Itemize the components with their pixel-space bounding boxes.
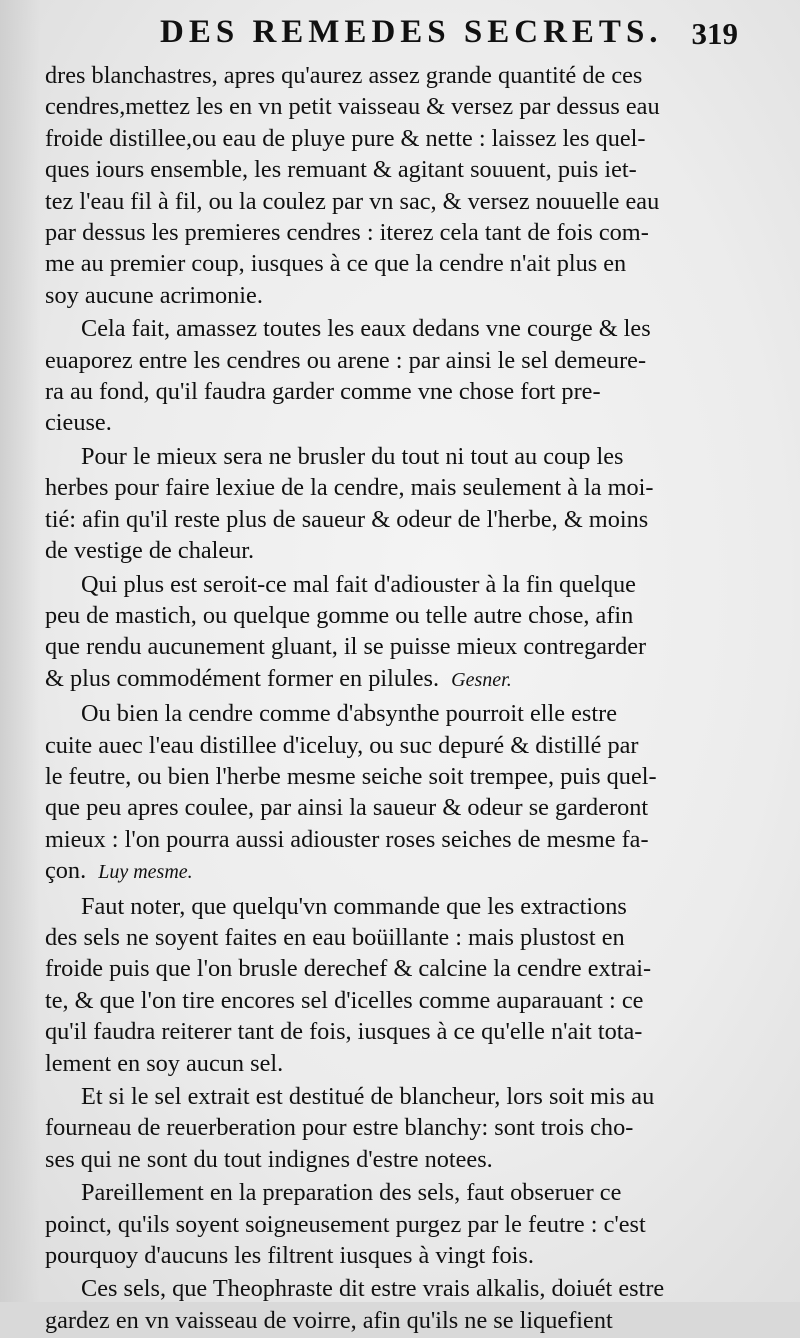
- text-line: Pareillement en la preparation des sels, faut obseruer ce: [81, 1179, 622, 1207]
- text-line: Faut noter, que quelqu'vn commande que les extractions: [81, 892, 627, 920]
- text-line: tez l'eau fil à fil, ou la coulez par vn sac, & versez nouuelle eau: [45, 187, 660, 215]
- text-line: ses qui ne sont du tout indignes d'estre notees.: [45, 1145, 493, 1173]
- text-line: poinct, qu'ils soyent soigneusement purgez par le feutre : c'est: [45, 1210, 646, 1238]
- text-line: que rendu aucunement gluant, il se puisse mieux contregarder: [45, 633, 647, 661]
- text-line: cieuse.: [45, 409, 112, 437]
- text-line: fourneau de reuerberation pour estre blanchy: sont trois cho-: [45, 1114, 634, 1142]
- text-line: cuite auec l'eau distillee d'iceluy, ou suc depuré & distillé par: [45, 731, 639, 759]
- attribution: Luy mesme.: [98, 861, 193, 884]
- paragraph: [45, 698, 740, 888]
- text-line: Cela fait, amassez toutes les eaux dedans vne courge & les: [81, 315, 651, 343]
- text-line: par dessus les premieres cendres : iterez cela tant de fois com-: [45, 219, 649, 247]
- text-line: soy aucune acrimonie.: [45, 281, 263, 309]
- text-line: euaporez entre les cendres ou arene : par ainsi le sel demeure-: [45, 346, 647, 374]
- paragraph: [45, 1081, 740, 1175]
- text-line: Et si le sel extrait est destitué de blancheur, lors soit mis au: [81, 1083, 655, 1110]
- text-line: que peu apres coulee, par ainsi la saueur & odeur se garderont: [45, 794, 649, 822]
- text-line: Ou bien la cendre comme d'absynthe pourroit elle estre: [81, 700, 618, 728]
- text-line: cendres,mettez les en vn petit vaisseau & versez par dessus eau: [45, 93, 660, 121]
- text-line: froide puis que l'on brusle derechef & calcine la cendre extrai-: [45, 955, 652, 983]
- text-line: me au premier coup, iusques à ce que la cendre n'ait plus en: [45, 250, 627, 278]
- text-line: tié: afin qu'il reste plus de saueur & odeur de l'herbe, & moins: [45, 505, 649, 533]
- paragraph: [45, 441, 740, 567]
- text-line: ra au fond, qu'il faudra garder comme vne chose fort pre-: [45, 378, 601, 406]
- paragraph: [45, 313, 740, 439]
- paragraph: [45, 60, 740, 311]
- text-line: qu'il faudra reiterer tant de fois, iusques à ce qu'elle n'ait tota-: [45, 1018, 643, 1046]
- paragraph: [45, 891, 740, 1079]
- paragraph: [45, 569, 740, 697]
- text-line: & plus commodément former en pilules. Gesner.: [45, 664, 512, 692]
- text-line: herbes pour faire lexiue de la cendre, mais seulement à la moi-: [45, 474, 654, 502]
- text-line: Pour le mieux sera ne brusler du tout ni tout au coup les: [81, 442, 624, 470]
- page-header: [150, 14, 738, 54]
- text-line: ques iours ensemble, les remuant & agitant souuent, puis iet-: [45, 156, 637, 184]
- text-line: lement en soy aucun sel.: [45, 1049, 284, 1077]
- paragraph: [45, 1273, 740, 1336]
- text-line: des sels ne soyent faites en eau boüillante : mais plustost en: [45, 923, 625, 951]
- text-line: mieux : l'on pourra aussi adiouster roses seiches de mesme fa-: [45, 825, 649, 853]
- text-line: Qui plus est seroit-ce mal fait d'adiouster à la fin quelque: [81, 570, 636, 598]
- body-text: [45, 60, 740, 1338]
- text-line: de vestige de chaleur.: [45, 537, 255, 565]
- text-line: çon. Luy mesme.: [45, 857, 193, 885]
- text-line: te, & que l'on tire encores sel d'icelles comme auparauant : ce: [45, 986, 644, 1014]
- text-line: dres blanchastres, apres qu'aurez assez grande quantité de ces: [45, 62, 643, 89]
- page-gutter-shadow: [0, 0, 40, 1302]
- text-line: Ces sels, que Theophraste dit estre vrais alkalis, doiuét estre: [81, 1275, 665, 1303]
- text-line: le feutre, ou bien l'herbe mesme seiche soit trempee, puis quel-: [45, 762, 657, 790]
- text-line: froide distillee,ou eau de pluye pure & nette : laissez les quel-: [45, 124, 646, 152]
- text-line: gardez en vn vaisseau de voirre, afin qu'ils ne se liquefient: [45, 1306, 613, 1334]
- text-line: peu de mastich, ou quelque gomme ou telle autre chose, afin: [45, 601, 634, 629]
- text-line: pourquoy d'aucuns les filtrent iusques à vingt fois.: [45, 1242, 534, 1270]
- running-head: DES REMEDES SECRETS.: [160, 14, 663, 50]
- paragraph: [45, 1177, 740, 1271]
- page-number: 319: [691, 16, 738, 51]
- attribution: Gesner.: [451, 668, 512, 691]
